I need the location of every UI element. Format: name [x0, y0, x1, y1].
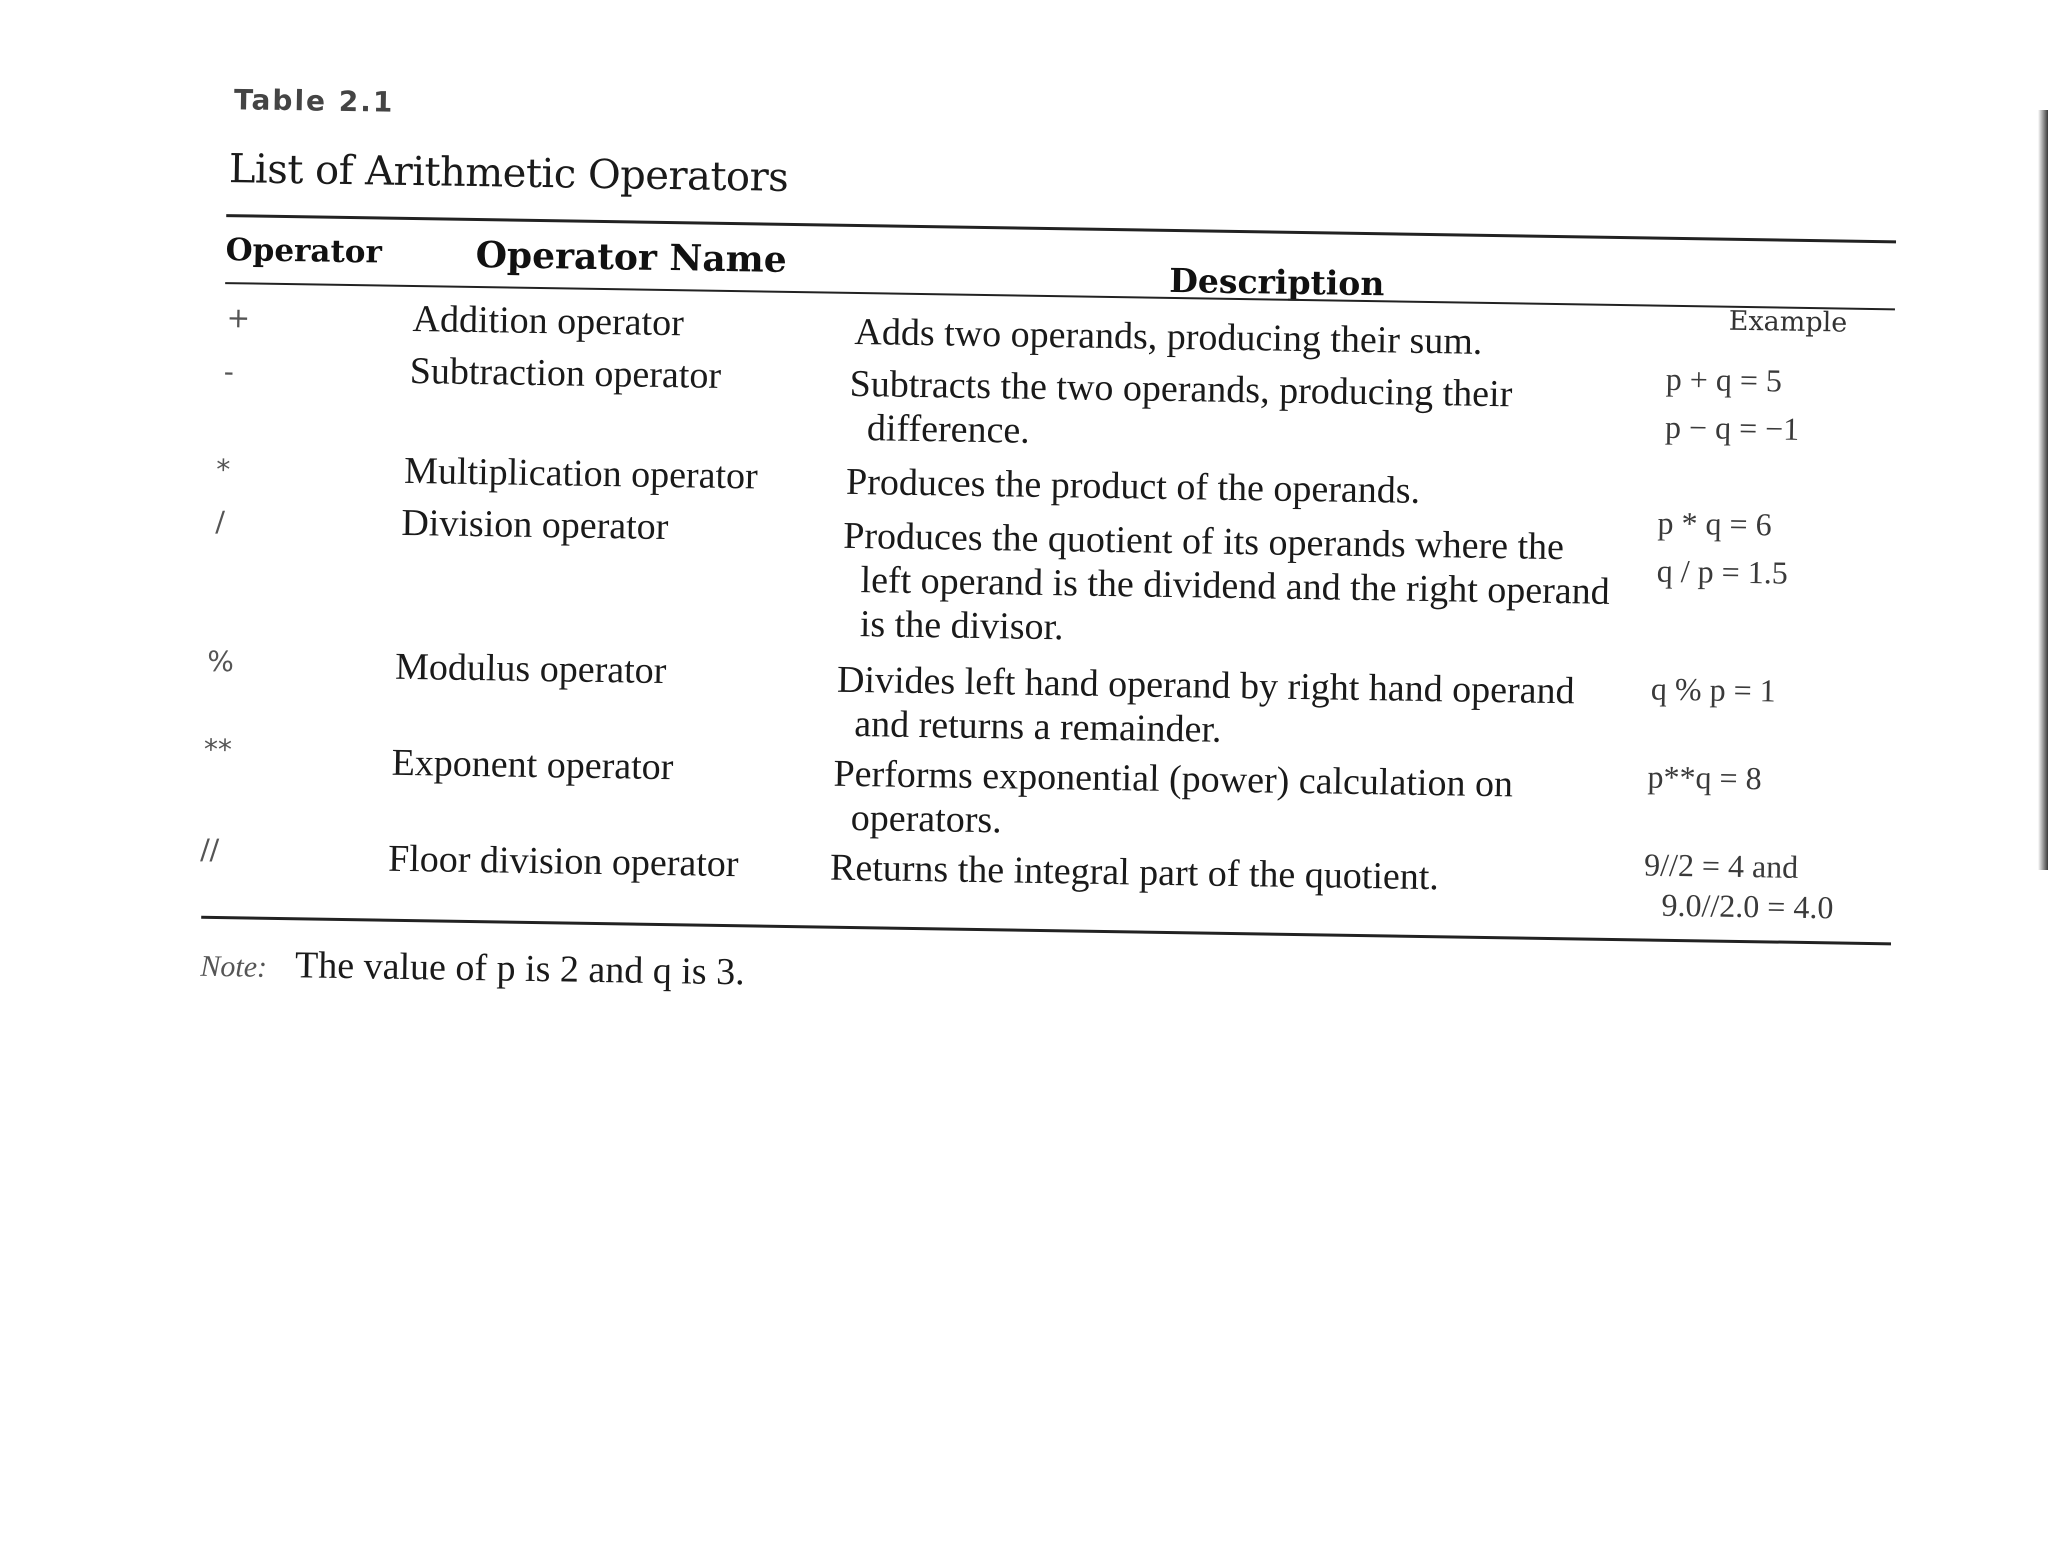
- description-line: Adds two operands, producing their sum.: [854, 310, 1483, 363]
- row-division-description: [842, 514, 1611, 658]
- example-line: p * q = 6: [1657, 504, 1772, 543]
- row-floor-division-description: [830, 846, 1440, 900]
- header-operator: Operator: [225, 232, 383, 271]
- example-line: p**q = 8: [1647, 758, 1762, 797]
- row-addition-description: [854, 310, 1483, 364]
- description-line: Performs exponential (power) calculation on: [833, 752, 1514, 806]
- row-subtraction-symbol: -: [223, 355, 235, 389]
- row-exponent-description: [832, 752, 1513, 851]
- row-modulus-name: Modulus operator: [394, 645, 667, 693]
- row-modulus-symbol: %: [206, 644, 235, 679]
- bottom-rule: [201, 916, 1891, 946]
- header-operator-name: Operator Name: [475, 234, 788, 281]
- row-modulus-example: [1651, 669, 1776, 711]
- row-floor-division-symbol: //: [200, 832, 220, 867]
- description-line: Produces the product of the operands.: [845, 460, 1421, 512]
- row-exponent-name: Exponent operator: [391, 741, 674, 789]
- description-line: Returns the integral part of the quotient.: [829, 846, 1440, 899]
- row-exponent-symbol: **: [203, 732, 233, 767]
- row-subtraction-description: [849, 362, 1513, 460]
- example-line: q / p = 1.5: [1656, 552, 1789, 591]
- row-subtraction-name: Subtraction operator: [409, 350, 722, 397]
- row-floor-division-name: Floor division operator: [387, 837, 739, 886]
- description-line: left operand is the dividend and the right operand: [860, 559, 1611, 613]
- header-example: Example: [1728, 305, 1848, 339]
- example-line: p + q = 5: [1665, 360, 1783, 399]
- table-caption: List of Arithmetic Operators: [228, 146, 789, 201]
- row-subtraction-example: [1665, 359, 1801, 449]
- example-line: p − q = −1: [1664, 408, 1800, 447]
- row-modulus-description: [836, 658, 1575, 758]
- cut-off-table-number: [233, 83, 404, 121]
- row-division-name: Division operator: [401, 501, 669, 549]
- row-addition-name: Addition operator: [412, 298, 685, 345]
- row-addition-symbol: +: [226, 301, 251, 335]
- description-line: operators.: [850, 796, 1003, 842]
- description-line: difference.: [866, 407, 1031, 452]
- row-division-example: [1657, 503, 1789, 593]
- description-line: is the divisor.: [859, 603, 1064, 649]
- row-multiplication-description: [846, 460, 1421, 513]
- row-multiplication-symbol: *: [215, 452, 231, 487]
- header-description: Description: [1169, 260, 1385, 304]
- description-line: Divides left hand operand by right hand operand: [836, 658, 1575, 713]
- description-line: and returns a remainder.: [853, 703, 1222, 751]
- example-line: 9//2 = 4 and: [1643, 846, 1799, 885]
- example-line: 9.0//2.0 = 4.0: [1661, 886, 1834, 926]
- note-label: Note:: [200, 949, 268, 984]
- description-line: Subtracts the two operands, producing their: [849, 362, 1513, 416]
- note-text: The value of p is 2 and q is 3.: [294, 944, 745, 994]
- row-exponent-example: [1647, 756, 1762, 798]
- table-note: [200, 942, 745, 995]
- row-multiplication-name: Multiplication operator: [403, 449, 759, 498]
- cut-off-table-number-text: Table 2.1: [233, 83, 395, 119]
- example-line: q % p = 1: [1650, 670, 1776, 709]
- description-line: Produces the quotient of its operands where the: [842, 514, 1565, 569]
- row-division-symbol: /: [215, 504, 226, 539]
- row-floor-division-example: [1643, 844, 1834, 927]
